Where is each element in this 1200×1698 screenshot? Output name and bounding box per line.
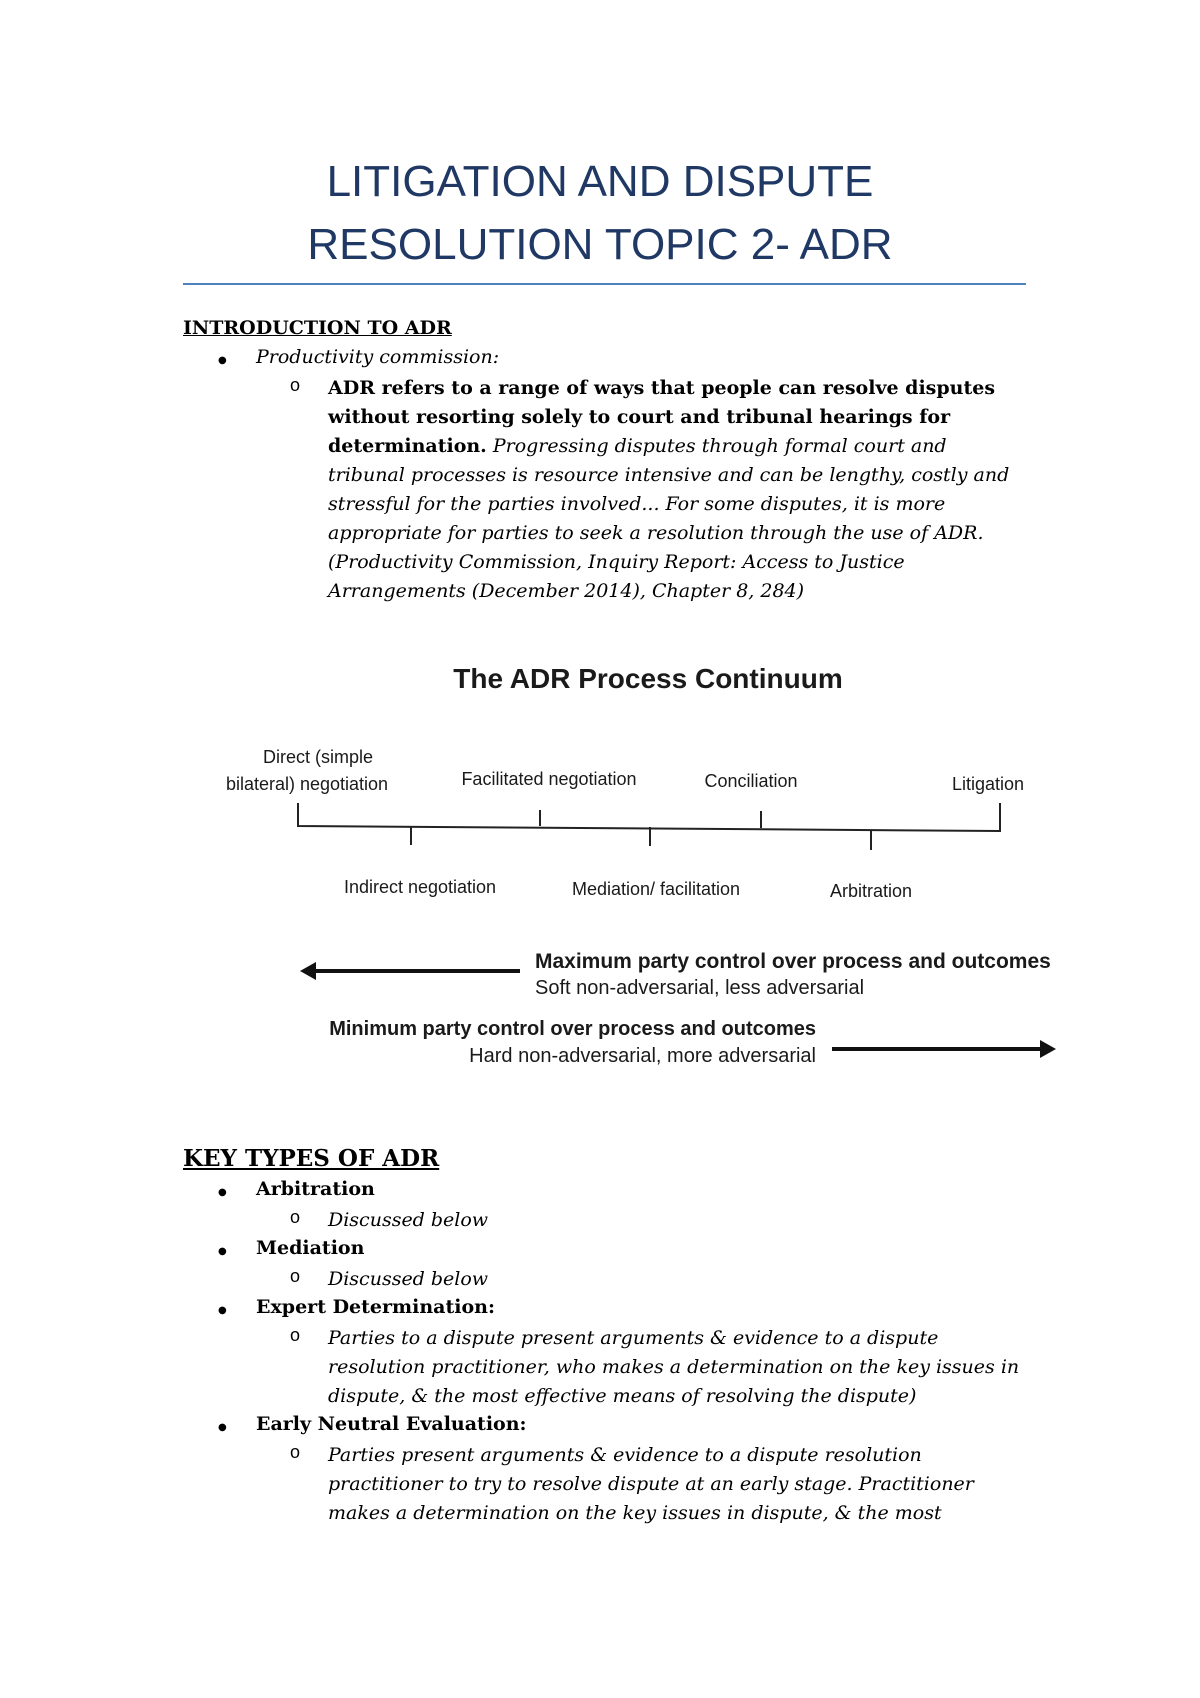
- sub-bullet-icon: o: [290, 375, 301, 395]
- bullet-icon: ●: [218, 1187, 227, 1198]
- continuum-line: [298, 803, 1000, 850]
- sub-bullet-icon: o: [290, 1207, 301, 1227]
- intro-quote: [328, 374, 1028, 606]
- early-neutral-evaluation-desc: Parties present arguments & evidence to a dispute resolution practitioner to try to resolve dispute at an early stage. Practitioner makes a determination on the key issues in dispute, & the most: [328, 1444, 974, 1524]
- key-types-heading: KEY TYPES OF ADR: [183, 1145, 440, 1172]
- page-title-line-1: LITIGATION AND DISPUTE: [326, 157, 874, 206]
- expert-determination-desc: Parties to a dispute present arguments & evidence to a dispute resolution practitioner, who makes a determination on the key issues in dispute, & the most effective means of resolving the dispute): [328, 1327, 1020, 1407]
- label-litigation: Litigation: [951, 774, 1025, 794]
- label-mediation-facilitation: Mediation/ facilitation: [571, 879, 741, 899]
- bullet-icon: ●: [218, 1305, 227, 1316]
- hard-non-adversarial-label: Hard non-adversarial, more adversarial: [469, 1045, 816, 1067]
- arbitration-desc: Discussed below: [328, 1209, 489, 1231]
- page-title-line-2: RESOLUTION TOPIC 2- ADR: [307, 220, 893, 269]
- label-indirect-negotiation: Indirect negotiation: [343, 877, 497, 897]
- sub-bullet-icon: o: [290, 1442, 301, 1462]
- adr-continuum-diagram: [0, 640, 1200, 1080]
- max-control-label: Maximum party control over process and outcomes: [535, 950, 1051, 973]
- left-arrow: [300, 962, 520, 980]
- mediation-desc: Discussed below: [328, 1268, 489, 1290]
- sub-bullet-icon: o: [290, 1266, 301, 1286]
- bullet-icon: ●: [218, 355, 227, 366]
- continuum-bracket: [298, 803, 1000, 831]
- label-direct-negotiation-2: bilateral) negotiation: [225, 774, 389, 794]
- label-facilitated-negotiation: Facilitated negotiation: [461, 769, 637, 789]
- adr-type-early-neutral-evaluation: Early Neutral Evaluation:: [256, 1413, 527, 1435]
- label-direct-negotiation-1: Direct (simple: [262, 747, 374, 767]
- adr-type-mediation: Mediation: [256, 1237, 365, 1259]
- bullet-icon: ●: [218, 1422, 227, 1433]
- soft-non-adversarial-label: Soft non-adversarial, less adversarial: [535, 977, 865, 999]
- adr-type-expert-determination: Expert Determination:: [256, 1296, 495, 1318]
- intro-quote-bold: ADR refers to a range of ways that people can resolve disputes without resorting solely to court and tribunal hearings for determination.: [328, 377, 996, 457]
- right-arrow: [832, 1040, 1056, 1058]
- label-conciliation: Conciliation: [704, 771, 798, 791]
- title-divider: [183, 283, 1026, 285]
- intro-quote-italic: Progressing disputes through formal court and tribunal processes is resource intensive and can be lengthy, costly and stressful for the parties involved... For some disputes, it is more appropriate for parties to seek a resolution through the use of ADR. (Productivity Commission, Inquiry Report: Access to Justice Arrangements (December 2014), Chapter 8, 284): [328, 435, 1010, 602]
- diagram-title: The ADR Process Continuum: [453, 663, 843, 694]
- sub-bullet-icon: o: [290, 1325, 301, 1345]
- min-control-label: Minimum party control over process and outcomes: [329, 1018, 816, 1040]
- productivity-commission-item: Productivity commission:: [256, 346, 500, 368]
- adr-type-arbitration: Arbitration: [256, 1178, 375, 1200]
- label-arbitration: Arbitration: [829, 881, 913, 901]
- page-title: [0, 150, 1200, 276]
- intro-heading: INTRODUCTION TO ADR: [183, 317, 452, 339]
- bullet-icon: ●: [218, 1246, 227, 1257]
